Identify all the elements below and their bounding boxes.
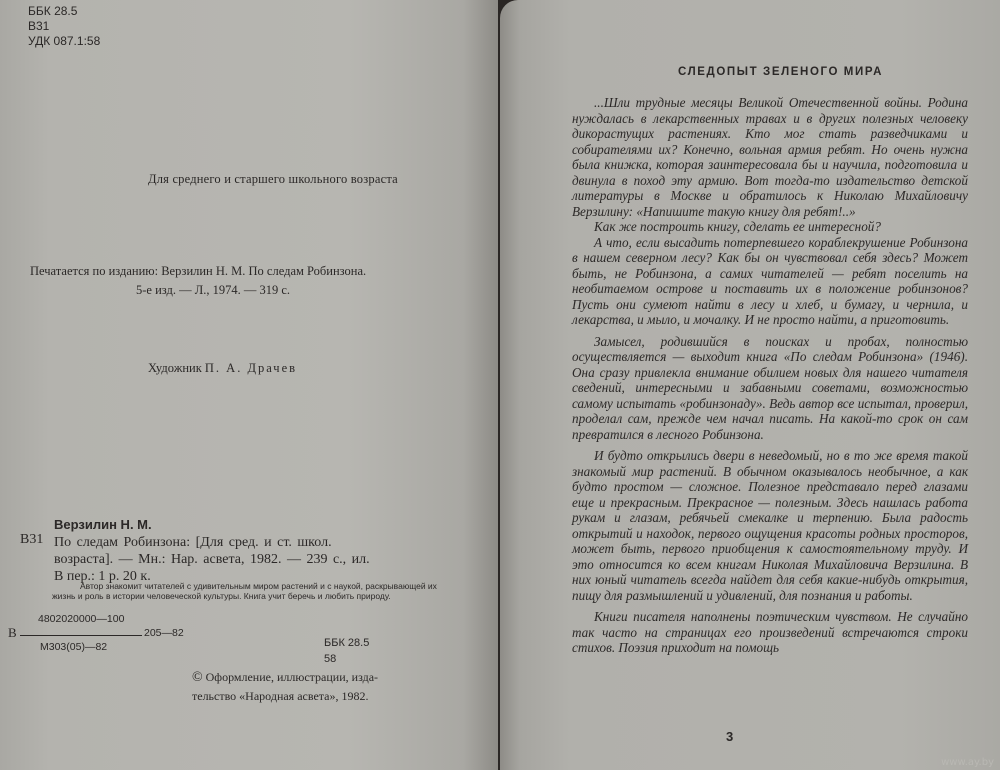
audience-note: Для среднего и старшего школьного возраста [148, 172, 398, 186]
catalog-bbk [324, 635, 369, 667]
catalog-annotation: Автор знакомит читателей с удивительным миром растений и с наукой, раскрывающей их жизнь и роль в истории человеческой культуры. Книга учит беречь и любить природу. [52, 581, 437, 601]
catalog-title-line-2: возраста]. — Мн.: Нар. асвета, 1982. — 239 с., ил. [54, 552, 370, 567]
chapter-body [572, 95, 968, 656]
copyright-line-2: тельство «Народная асвета», 1982. [192, 689, 369, 703]
catalog-fraction-line [20, 635, 142, 636]
catalog-code-1: 4802020000—100 [38, 613, 125, 625]
page-number: 3 [726, 729, 734, 744]
catalog-author: Верзилин Н. М. [54, 517, 152, 532]
artist-name: П. А. Драчев [204, 361, 298, 375]
udk-code: УДК 087.1:58 [28, 34, 101, 48]
paragraph: А что, если высадить потерпевшего кораблекрушение Робинзона в нашем северном лесу? Как бы он чувствовал себя здесь? Может быть, не Робинзона, а самих читателей — ребят поселить на необитаемом острове и поставить их в положение робинзонов? Пусть они сумеют найти в лесу и хлеб, и бумагу, и чернила, и лекарства, и мыло, и мочалку. И не просто найти, а приготовить. [572, 234, 968, 327]
artist-label: Художник [148, 361, 202, 375]
artist-credit [148, 361, 297, 376]
paragraph: Как же построить книгу, сделать ее интересной? [594, 219, 881, 234]
left-page [0, 0, 498, 770]
catalog-title-line-3: В пер.: 1 р. 20 к. [54, 569, 151, 584]
paragraph: Книги писателя наполнены поэтическим чувством. Не случайно так часто на страницах его произведений встречаются строки стихов. Поэзия приходит на помощь [572, 609, 968, 655]
watermark: www.ay.by [941, 757, 994, 768]
paragraph: Замысел, родившийся в поисках и пробах, полностью осуществляется — выходит книга «По следам Робинзона» (1946). Она сразу привлекла внимание обилием новых для нашего читателя сведений, интересными и забавными советами, возможностью самому испытать «робинзонаду». Ведь автор все испытал, проверил, проделал сам, прежде чем начал писать. На какой-то срок он сам превратился в лесного Робинзона. [572, 333, 968, 442]
chapter-heading: СЛЕДОПЫТ ЗЕЛЕНОГО МИРА [678, 66, 884, 78]
reprint-line-1: Печатается по изданию: Верзилин Н. М. По следам Робинзона. [30, 264, 367, 278]
classification-codes [28, 4, 100, 49]
copyright-note [192, 668, 378, 705]
reprint-note [30, 262, 366, 300]
right-page [500, 0, 1000, 770]
copyright-symbol: © [192, 670, 203, 685]
catalog-bbk-sub: 58 [324, 653, 337, 665]
catalog-series: В31 [20, 532, 44, 547]
catalog-code-2: 205—82 [144, 627, 184, 639]
bbk-code: ББК 28.5 [28, 4, 78, 18]
catalog-b-letter: В [8, 625, 17, 640]
copyright-line-1: Оформление, иллюстрации, изда- [205, 670, 379, 684]
catalog-code-3: М303(05)—82 [40, 641, 108, 653]
paragraph: И будто открылись двери в неведомый, но в то же время такой знакомый мир растений. В обычном оказывалось необычное, а как будто простом — сложное. Полезное представало перед глазами еще и прекрасным. Прекрасное — полезным. Здесь нашлась работа рукам и глазам, ребячьей смекалке и терпению. Была радость открытий и находок, первого ощущения красоты родных просторов, может быть, первого приобщения к самостоятельному труду. И это относится ко всем книгам Николая Михайловича Верзилина. В них юный читатель всегда найдет для себя какие-нибудь открытия, пищу для размышлений и удивлений, для познания и работы. [572, 448, 968, 603]
catalog-bbk-code: ББК 28.5 [324, 637, 370, 649]
catalog-title-line-1: По следам Робинзона: [Для сред. и ст. школ. [54, 535, 332, 550]
paragraph: ...Шли трудные месяцы Великой Отечественной войны. Родина нуждалась в лекарственных травах и в других полезных человеку дикорастущих растениях. Кто мог стать разведчиками и собирателями их? Конечно, вольная армия ребят. Но очень нужна была книжка, которая заинтересовала бы и научила, подготовила и двинула в поход эту армию. Вот тогда-то издательство детской литературы в Москве и обратилось к Николаю Михайловичу Верзилину: «Напишите такую книгу для ребят!..» [572, 95, 968, 219]
reprint-line-2: 5-е изд. — Л., 1974. — 319 с. [136, 283, 290, 297]
series-code: В31 [28, 19, 50, 33]
